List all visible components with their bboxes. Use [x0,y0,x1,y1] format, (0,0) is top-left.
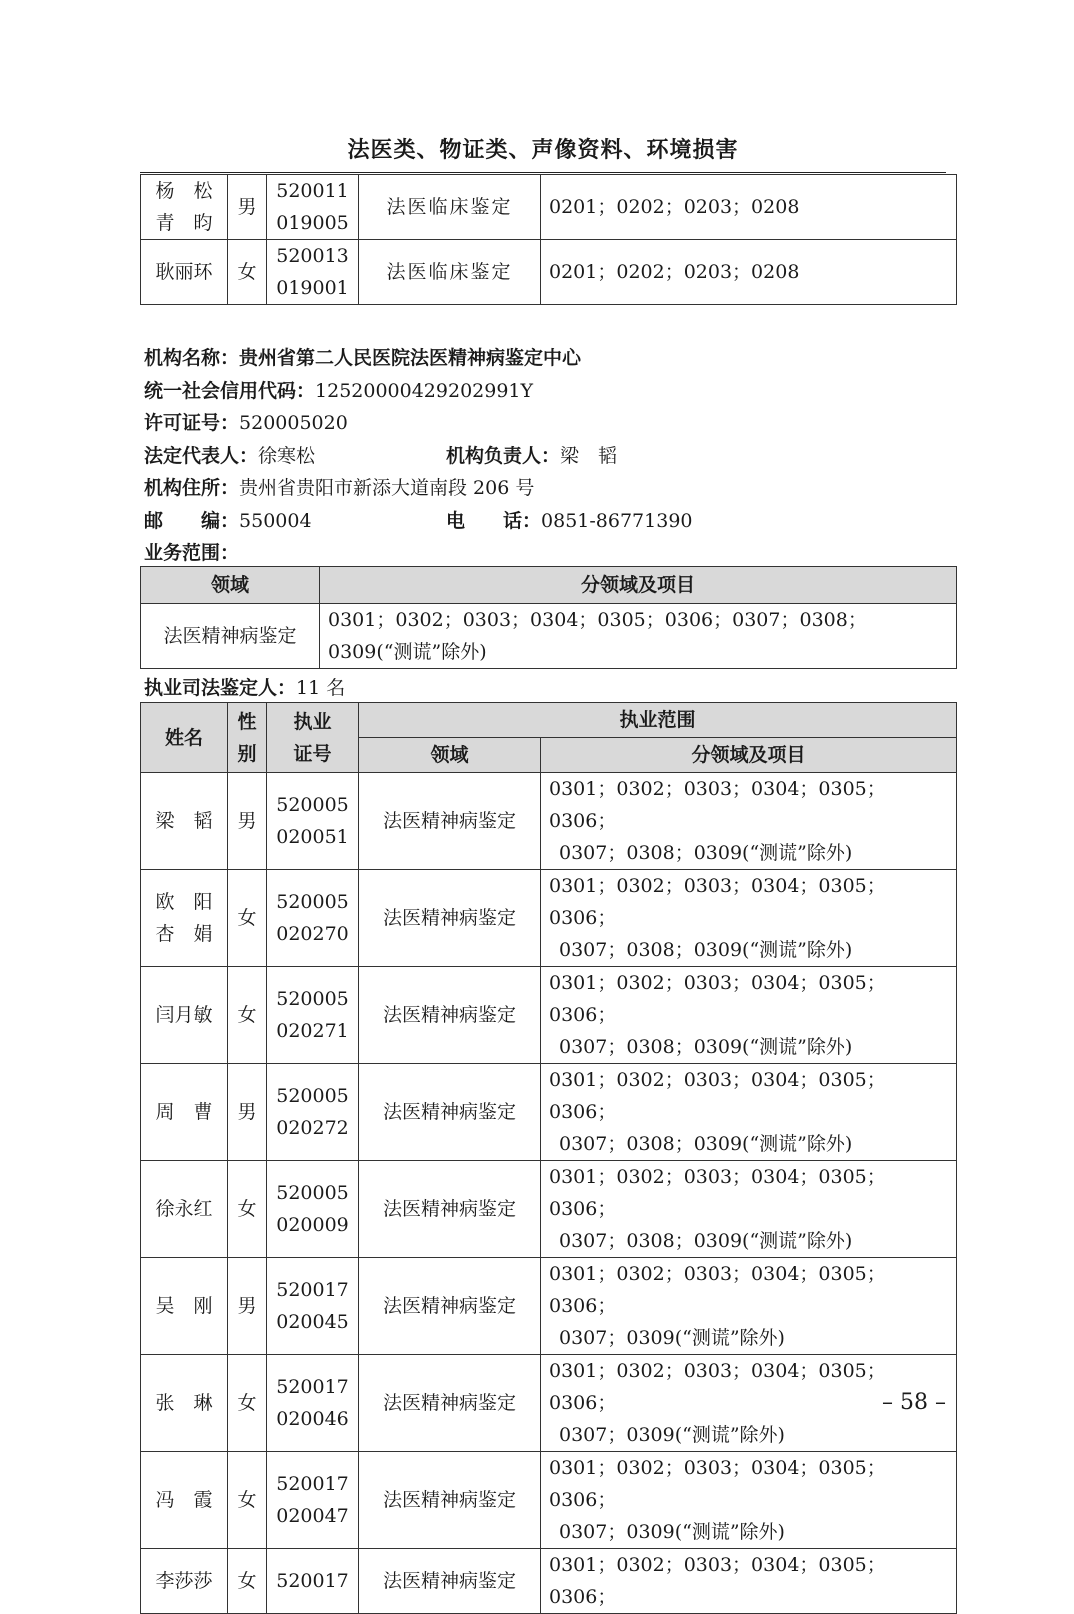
staff-cert-line: 520017 [276,1570,349,1592]
staff-cert-line: 520017 [276,1376,349,1398]
staff-domain: 法医精神病鉴定 [359,1549,541,1614]
scope-header-row [141,567,957,604]
staff-cert [267,1258,359,1355]
license-label: 许可证号： [144,412,240,434]
staff-name-line: 欧 阳 [155,891,213,913]
staff-gender: 女 [228,240,267,305]
table-row [141,1161,957,1258]
institution-name-row [144,342,581,375]
staff-scope-line: 0301；0302；0303；0304；0305；0306； [549,1554,886,1608]
staff-cert [267,1549,359,1614]
staff-header-cert-line: 证号 [293,742,332,765]
staff-gender: 女 [228,870,267,967]
staff-name-line: 张 琳 [155,1392,213,1414]
staff-header-gender-line: 别 [237,742,257,765]
scope-domain: 法医精神病鉴定 [141,604,320,669]
staff-header-name: 姓名 [141,703,228,773]
staff-name [141,1355,228,1452]
staff-gender: 女 [228,967,267,1064]
staff-scope [541,1452,957,1549]
staff-cert [267,773,359,870]
representative-label: 法定代表人： [144,444,259,467]
staff-cert-line: 520017 [276,1473,349,1495]
license-row [144,407,581,440]
representative-row [144,440,618,473]
staff-cert-line: 019005 [276,212,349,234]
staff-count-row [144,672,345,705]
institution-head: 梁 韬 [560,444,618,467]
staff-cert-line: 020046 [276,1408,349,1430]
scope-items-line: 0309(“测谎”除外) [328,641,487,663]
staff-scope: 0201；0202；0203；0208 [541,175,957,240]
staff-cert-line: 520005 [276,891,349,913]
staff-domain: 法医临床鉴定 [359,240,541,305]
staff-cert-line: 520005 [276,794,349,816]
staff-count: 11 名 [296,677,346,699]
business-scope-row [144,537,581,570]
business-scope-label: 业务范围： [144,542,240,564]
postcode-row [144,505,693,538]
staff-domain: 法医精神病鉴定 [359,1355,541,1452]
table-row [141,1064,957,1161]
staff-cert [267,175,359,240]
business-scope-table [140,566,957,669]
staff-cert [267,1064,359,1161]
staff-scope [541,1549,957,1614]
staff-scope [541,1064,957,1161]
institution-name-label: 机构名称： [144,347,240,369]
staff-name-line: 青 昀 [155,212,213,234]
staff-scope-line: 0307；0309(“测谎”除外) [559,1327,785,1349]
staff-cert-line: 520005 [276,1085,349,1107]
staff-header-cert [267,703,359,773]
staff-name-line: 梁 韬 [155,810,213,832]
staff-scope-line: 0307；0308；0309(“测谎”除外) [559,1133,853,1155]
staff-scope-line: 0301；0302；0303；0304；0305；0306； [549,1069,886,1123]
table-row [141,1355,957,1452]
staff-name-line: 耿丽环 [155,261,213,283]
staff-scope-line: 0301；0302；0303；0304；0305；0306； [549,778,886,832]
staff-scope [541,870,957,967]
staff-domain: 法医精神病鉴定 [359,1064,541,1161]
staff-domain: 法医精神病鉴定 [359,967,541,1064]
staff-gender: 女 [228,1549,267,1614]
table-row [141,1549,957,1614]
institution-name: 贵州省第二人民医院法医精神病鉴定中心 [239,347,582,369]
license-number: 520005020 [239,412,348,434]
staff-scope-line: 0301；0302；0303；0304；0305；0306； [549,1457,886,1511]
staff-name [141,175,228,240]
table-row [141,1452,957,1549]
staff-name-line: 吴 刚 [155,1295,213,1317]
address: 贵州省贵阳市新添大道南段 206 号 [239,477,535,499]
staff-name-line: 冯 霞 [155,1489,213,1511]
staff-cert-line: 520017 [276,1279,349,1301]
scope-items [320,604,957,669]
table-row [141,175,957,240]
staff-scope-line: 0307；0308；0309(“测谎”除外) [559,842,853,864]
staff-name [141,967,228,1064]
credit-code: 12520000429202991Y [315,379,534,402]
header-rule [140,172,946,173]
staff-gender: 男 [228,1064,267,1161]
staff-cert-line: 020270 [276,923,349,945]
staff-table [140,702,957,1614]
staff-gender: 女 [228,1355,267,1452]
staff-scope [541,773,957,870]
page-header-title: 法医类、物证类、声像资料、环境损害 [347,138,739,163]
staff-domain: 法医临床鉴定 [359,175,541,240]
staff-domain: 法医精神病鉴定 [359,870,541,967]
staff-gender: 男 [228,773,267,870]
table-row [141,773,957,870]
staff-name [141,1064,228,1161]
table-row [141,1258,957,1355]
institution-info [144,342,693,570]
postcode: 550004 [239,509,312,532]
staff-scope-line: 0307；0309(“测谎”除外) [559,1424,785,1446]
staff-cert-line: 019001 [276,277,349,299]
staff-name [141,1452,228,1549]
scope-row [141,604,957,669]
staff-cert-line: 520005 [276,988,349,1010]
staff-cert [267,870,359,967]
staff-header-domain: 领域 [359,738,541,773]
staff-name-line: 杨 松 [155,180,213,202]
scope-header-domain: 领域 [141,567,320,604]
staff-cert-line: 020009 [276,1214,349,1236]
staff-scope: 0201；0202；0203；0208 [541,240,957,305]
staff-name-line: 徐永红 [155,1198,213,1220]
staff-scope-line: 0307；0309(“测谎”除外) [559,1521,785,1543]
staff-header-cert-line: 执业 [293,710,332,733]
table-row [141,870,957,967]
staff-name [141,1549,228,1614]
staff-name [141,870,228,967]
staff-domain: 法医精神病鉴定 [359,1258,541,1355]
staff-scope-line: 0301；0302；0303；0304；0305；0306； [549,1166,886,1220]
staff-scope-line: 0301；0302；0303；0304；0305；0306； [549,972,886,1026]
page-header [140,133,946,173]
staff-header-gender-line: 性 [237,710,257,733]
staff-cert [267,967,359,1064]
representative: 徐寒松 [258,444,316,467]
continued-staff-table [140,174,957,305]
staff-gender: 女 [228,1161,267,1258]
staff-count-label: 执业司法鉴定人： [144,677,297,699]
staff-cert [267,1452,359,1549]
table-row [141,240,957,305]
institution-head-label: 机构负责人： [446,444,561,467]
staff-scope-line: 0307；0308；0309(“测谎”除外) [559,1036,853,1058]
staff-scope-line: 0301；0302；0303；0304；0305；0306； [549,875,886,929]
staff-cert-line: 520005 [276,1182,349,1204]
staff-scope [541,1258,957,1355]
staff-scope-line: 0301；0302；0303；0304；0305；0306； [549,1360,886,1414]
staff-scope [541,967,957,1064]
staff-scope-line: 0307；0308；0309(“测谎”除外) [559,1230,853,1252]
staff-cert [267,1161,359,1258]
scope-items-line: 0301；0302；0303；0304；0305；0306；0307；0308； [328,609,867,631]
staff-name-line: 周 曹 [155,1101,213,1123]
staff-name [141,1161,228,1258]
staff-cert-line: 020051 [276,826,349,848]
postcode-label: 邮 编： [144,509,240,532]
staff-cert-line: 020272 [276,1117,349,1139]
staff-cert-line: 520013 [276,245,349,267]
staff-scope [541,1161,957,1258]
staff-name-line: 闫月敏 [155,1004,213,1026]
staff-name-line: 李莎莎 [155,1570,213,1592]
address-label: 机构住所： [144,477,240,499]
staff-header-scope: 执业范围 [359,703,957,738]
staff-cert-line: 520011 [276,180,349,202]
table-row [141,967,957,1064]
phone-label: 电 话： [446,509,542,532]
address-row [144,472,581,505]
staff-section [144,672,345,705]
staff-cert-line: 020271 [276,1020,349,1042]
staff-gender: 女 [228,1452,267,1549]
staff-name-line: 杏 娟 [155,923,213,945]
scope-header-items: 分领域及项目 [320,567,957,604]
staff-cert [267,240,359,305]
phone: 0851-86771390 [541,509,693,532]
staff-header-row [141,703,957,738]
staff-name [141,1258,228,1355]
staff-gender: 男 [228,175,267,240]
staff-domain: 法医精神病鉴定 [359,1161,541,1258]
page-number: – 58 – [882,1390,946,1415]
staff-header-items: 分领域及项目 [541,738,957,773]
staff-scope-line: 0307；0308；0309(“测谎”除外) [559,939,853,961]
staff-cert-line: 020047 [276,1505,349,1527]
staff-scope-line: 0301；0302；0303；0304；0305；0306； [549,1263,886,1317]
staff-cert [267,1355,359,1452]
staff-gender: 男 [228,1258,267,1355]
staff-header-gender [228,703,267,773]
staff-name [141,240,228,305]
credit-code-row [144,375,581,408]
credit-code-label: 统一社会信用代码： [144,379,316,402]
staff-cert-line: 020045 [276,1311,349,1333]
staff-domain: 法医精神病鉴定 [359,1452,541,1549]
staff-domain: 法医精神病鉴定 [359,773,541,870]
staff-name [141,773,228,870]
